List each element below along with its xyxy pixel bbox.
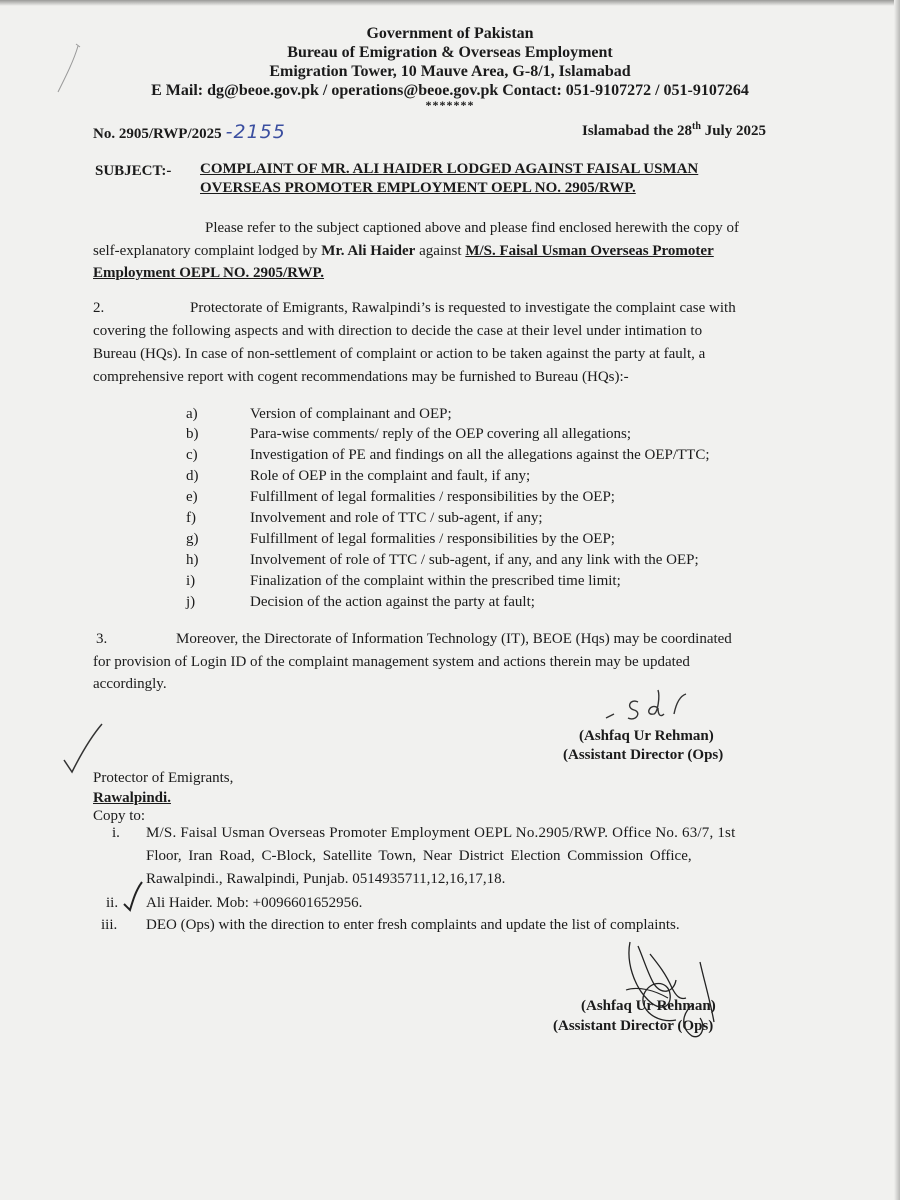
list-item-letter: f) — [186, 510, 196, 526]
para3-number: 3. — [96, 631, 108, 647]
list-item-letter: i) — [186, 573, 196, 589]
para1-text-c: against — [415, 243, 466, 259]
letterhead-government: Government of Pakistan — [366, 25, 534, 42]
scan-edge-right — [894, 0, 900, 1200]
para1-row3: Employment OEPL NO. 2905/RWP. — [93, 265, 325, 281]
para2-row1: Protectorate of Emigrants, Rawalpindi’s is requested to investigate the complaint case with — [190, 300, 736, 316]
tick-mark-icon — [120, 880, 144, 914]
copy-to-label: Copy to: — [93, 808, 146, 824]
list-item-letter: e) — [186, 489, 198, 505]
list-item — [186, 529, 615, 549]
list-item-text: Para-wise comments/ reply of the OEP covering all allegations; — [250, 426, 632, 442]
list-item — [186, 487, 615, 507]
scan-edge-top — [0, 0, 900, 6]
letterhead — [0, 24, 900, 111]
list-item — [186, 508, 543, 528]
list-item — [186, 550, 699, 570]
letterhead-stars: ******* — [425, 98, 475, 112]
copy-row: Floor, Iran Road, C-Block, Satellite Town, Near District Election Commission Office, — [146, 848, 692, 864]
copy-row: DEO (Ops) with the direction to enter fresh complaints and update the list of complaints. — [146, 917, 680, 933]
list-item-text: Finalization of the complaint within the prescribed time limit; — [250, 573, 621, 589]
para2-row3: Bureau (HQs). In case of non-settlement of complaint or action to be taken against the party at fault, a — [93, 346, 706, 362]
para2-row4: comprehensive report with cogent recommendations may be furnished to Bureau (HQs):- — [93, 369, 629, 385]
list-item-text: Role of OEP in the complaint and fault, if any; — [250, 468, 531, 484]
list-item-letter: b) — [186, 426, 199, 442]
para3-row3: accordingly. — [93, 676, 167, 692]
list-item-letter: h) — [186, 552, 199, 568]
addressee-line2: Rawalpindi. — [93, 790, 171, 806]
para1-row2 — [93, 243, 714, 260]
list-item-letter: d) — [186, 468, 199, 484]
list-item-letter: j) — [186, 594, 196, 610]
list-item-text: Fulfillment of legal formalities / responsibilities by the OEP; — [250, 531, 615, 547]
letterhead-address: Emigration Tower, 10 Mauve Area, G-8/1, Islamabad — [269, 63, 631, 80]
subject-label: SUBJECT:- — [95, 163, 172, 179]
signatory-designation-2: (Assistant Director (Ops) — [553, 1018, 714, 1034]
signature-scribble-icon — [614, 940, 734, 1040]
handwritten-sd-icon — [600, 688, 690, 730]
list-item — [186, 404, 452, 424]
oep-name: M/S. Faisal Usman Overseas Promoter — [465, 243, 714, 259]
reference-number — [93, 121, 286, 143]
list-item — [186, 466, 530, 486]
para1-row1: Please refer to the subject captioned above and please find enclosed herewith the copy of — [205, 220, 739, 236]
signatory-designation-1: (Assistant Director (Ops) — [563, 747, 724, 763]
para1-text-a: self-explanatory complaint lodged by — [93, 243, 322, 259]
complainant-name: Mr. Ali Haider — [321, 243, 416, 259]
para2-number: 2. — [93, 300, 105, 316]
list-item-letter: a) — [186, 406, 198, 422]
list-item-letter: g) — [186, 531, 199, 547]
checkmark-icon — [60, 720, 106, 776]
copy-number: ii. — [106, 895, 119, 911]
subject-line-1: COMPLAINT OF MR. ALI HAIDER LODGED AGAINST FAISAL USMAN — [200, 161, 699, 177]
para2-row2: covering the following aspects and with direction to decide the case at their level under intimation to — [93, 323, 703, 339]
letter-date — [582, 121, 766, 140]
date-ordinal: th — [692, 121, 701, 132]
signatory-name-1: (Ashfaq Ur Rehman) — [579, 728, 714, 744]
letterhead-contact: E Mail: dg@beoe.gov.pk / operations@beoe.gov.pk Contact: 051-9107272 / 051-9107264 — [151, 82, 749, 99]
list-item — [186, 571, 621, 591]
copy-row: Ali Haider. Mob: +0096601652956. — [146, 895, 363, 911]
list-item-letter: c) — [186, 447, 198, 463]
copy-row: Rawalpindi., Rawalpindi, Punjab. 0514935711,12,16,17,18. — [146, 871, 506, 887]
copy-number: iii. — [101, 917, 118, 933]
copy-row: M/S. Faisal Usman Overseas Promoter Employment OEPL No.2905/RWP. Office No. 63/7, 1st — [146, 825, 736, 841]
signatory-name-2: (Ashfaq Ur Rehman) — [581, 998, 716, 1014]
list-item — [186, 445, 710, 465]
date-suffix: July 2025 — [700, 123, 766, 139]
reference-number-text: No. 2905/RWP/2025 — [93, 126, 222, 142]
list-item-text: Investigation of PE and findings on all the allegations against the OEP/TTC; — [250, 447, 710, 463]
list-item — [186, 592, 535, 612]
copy-number: i. — [112, 825, 120, 841]
date-prefix: Islamabad the 28 — [582, 123, 693, 139]
handwritten-dispatch-number: -2155 — [225, 121, 286, 143]
list-item-text: Involvement of role of TTC / sub-agent, if any, and any link with the OEP; — [250, 552, 699, 568]
para3-row1: Moreover, the Directorate of Information Technology (IT), BEOE (Hqs) may be coordinated — [176, 631, 732, 647]
list-item-text: Decision of the action against the party at fault; — [250, 594, 535, 610]
addressee-line1: Protector of Emigrants, — [93, 770, 234, 786]
para3-row2: for provision of Login ID of the complaint management system and actions therein may be updated — [93, 654, 690, 670]
list-item-text: Fulfillment of legal formalities / responsibilities by the OEP; — [250, 489, 615, 505]
list-item-text: Version of complainant and OEP; — [250, 406, 452, 422]
list-item — [186, 424, 631, 444]
letterhead-bureau: Bureau of Emigration & Overseas Employment — [287, 44, 613, 61]
list-item-text: Involvement and role of TTC / sub-agent, if any; — [250, 510, 543, 526]
subject-line-2: OVERSEAS PROMOTER EMPLOYMENT OEPL NO. 2905/RWP. — [200, 180, 636, 196]
